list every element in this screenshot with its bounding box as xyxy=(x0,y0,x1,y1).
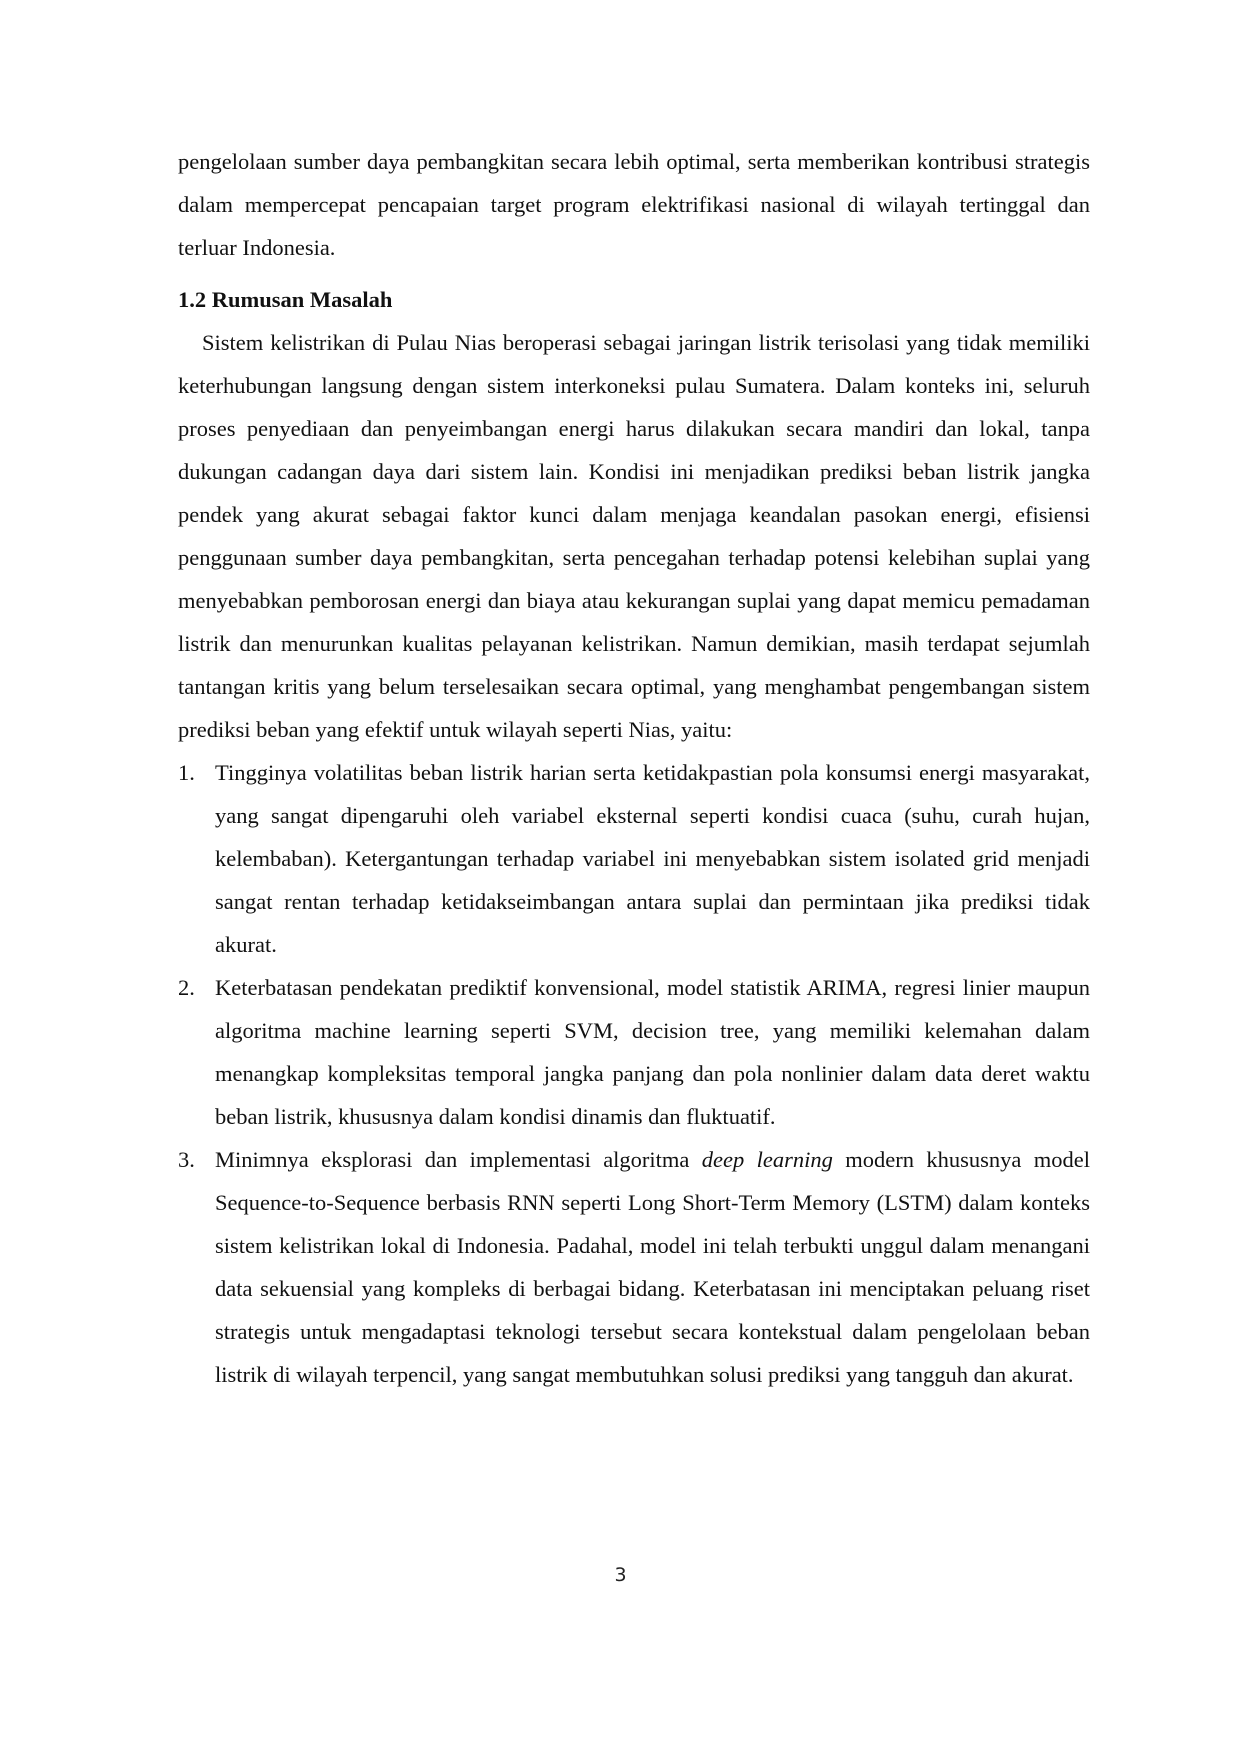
problem-list xyxy=(178,751,1090,1396)
document-page xyxy=(178,140,1090,1396)
list-item-text: Keterbatasan pendekatan prediktif konvensional, model statistik ARIMA, regresi linier maupun algoritma machine learning seperti SVM, decision tree, yang memiliki kelemahan dalam menangkap kompleksitas temporal jangka panjang dan pola nonlinier dalam data deret waktu beban listrik, khususnya dalam kondisi dinamis dan fluktuatif. xyxy=(215,975,1090,1129)
list-item-number: 1. xyxy=(178,760,195,785)
list-item-text-after-italic: modern khususnya model Sequence-to-Sequence berbasis RNN seperti Long Short-Term Memory (LSTM) dalam konteks sistem kelistrikan lokal di Indonesia. Padahal, model ini telah terbukti unggul dalam menangani data sekuensial yang kompleks di berbagai bidang. Keterbatasan ini menciptakan peluang riset strategis untuk mengadaptasi teknologi tersebut secara kontekstual dalam pengelolaan beban listrik di wilayah terpencil, yang sangat membutuhkan solusi prediksi yang tangguh dan akurat. xyxy=(215,1147,1091,1387)
list-item xyxy=(178,966,1090,1138)
page-number: 3 xyxy=(614,1564,627,1586)
section-heading: 1.2 Rumusan Masalah xyxy=(178,287,393,312)
section-paragraph: Sistem kelistrikan di Pulau Nias beroperasi sebagai jaringan listrik terisolasi yang tidak memiliki keterhubungan langsung dengan sistem interkoneksi pulau Sumatera. Dalam konteks ini, seluruh proses penyediaan dan penyeimbangan energi harus dilakukan secara mandiri dan lokal, tanpa dukungan cadangan daya dari sistem lain. Kondisi ini menjadikan prediksi beban listrik jangka pendek yang akurat sebagai faktor kunci dalam menjaga keandalan pasokan energi, efisiensi penggunaan sumber daya pembangkitan, serta pencegahan terhadap potensi kelebihan suplai yang menyebabkan pemborosan energi dan biaya atau kekurangan suplai yang dapat memicu pemadaman listrik dan menurunkan kualitas pelayanan kelistrikan. Namun demikian, masih terdapat sejumlah tantangan kritis yang belum terselesaikan secara optimal, yang menghambat pengembangan sistem prediksi beban yang efektif untuk wilayah seperti Nias, yaitu: xyxy=(178,330,1090,742)
list-item-number: 3. xyxy=(178,1147,195,1172)
list-item-text: Tingginya volatilitas beban listrik harian serta ketidakpastian pola konsumsi energi masyarakat, yang sangat dipengaruhi oleh variabel eksternal seperti kondisi cuaca (suhu, curah hujan, kelembaban). Ketergantungan terhadap variabel ini menyebabkan sistem isolated grid menjadi sangat rentan terhadap ketidakseimbangan antara suplai dan permintaan jika prediksi tidak akurat. xyxy=(215,760,1090,957)
intro-paragraph: pengelolaan sumber daya pembangkitan secara lebih optimal, serta memberikan kontribusi strategis dalam mempercepat pencapaian target program elektrifikasi nasional di wilayah tertinggal dan terluar Indonesia. xyxy=(178,149,1090,260)
list-item-text-before-italic: Minimnya eksplorasi dan implementasi algoritma xyxy=(215,1147,702,1172)
list-item xyxy=(178,751,1090,966)
list-item-italic-term: deep learning xyxy=(701,1147,833,1172)
list-item xyxy=(178,1138,1090,1396)
list-item-number: 2. xyxy=(178,975,195,1000)
